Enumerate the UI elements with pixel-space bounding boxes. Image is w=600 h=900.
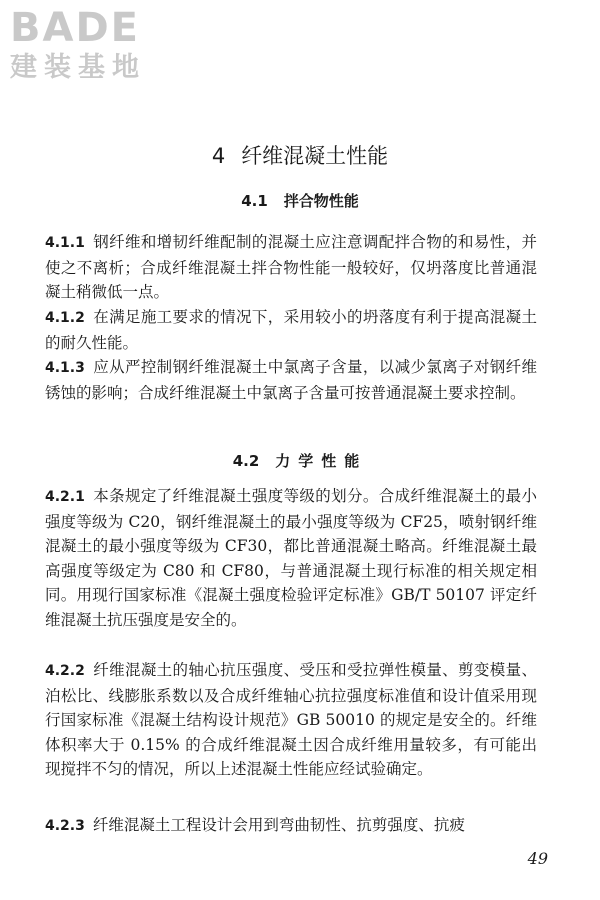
clause-4-2-2: [45, 658, 537, 782]
section-number: 4.1: [241, 192, 268, 210]
section-number: 4.2: [232, 452, 260, 470]
clause-number: 4.1.2: [45, 310, 85, 326]
clause-text: 纤维混凝土的轴心抗压强度、受压和受拉弹性模量、剪变模量、泊松比、线膨胀系数以及合成纤维轴心抗拉强度标准值和设计值采用现行国家标准《混凝土结构设计规范》GB 50010 的规定是安全的。纤维体积率大于 0.15% 的合成纤维混凝土因合成纤维用量较多，有可能出现搅拌不匀的情况，所以上述混凝土性能应经试验确定。: [45, 661, 537, 778]
logo-brand-text: BADE: [10, 5, 140, 51]
clause-4-1-1: [45, 230, 537, 305]
clause-number: 4.2.3: [45, 818, 85, 834]
clause-text: 在满足施工要求的情况下，采用较小的坍落度有利于提高混凝土的耐久性能。: [45, 308, 537, 352]
chapter-title-text: 纤维混凝土性能: [241, 144, 389, 168]
clause-number: 4.1.3: [45, 360, 85, 376]
clause-number: 4.2.1: [45, 489, 85, 505]
clause-text: 应从严控制钢纤维混凝土中氯离子含量，以减少氯离子对钢纤维锈蚀的影响；合成纤维混凝土中氯离子含量可按普通混凝土要求控制。: [45, 358, 537, 402]
clause-4-1-2: [45, 305, 537, 355]
clause-text: 本条规定了纤维混凝土强度等级的划分。合成纤维混凝土的最小强度等级为 C20，钢纤维混凝土的最小强度等级为 CF25，喷射钢纤维混凝土的最小强度等级为 CF30，都比普通混凝土略高。纤维混凝土最高强度等级定为 C80 和 CF80，与普通混凝土现行标准的相关规定相同。用现行国家标准《混凝土强度检验评定标准》GB/T 50107 评定纤维混凝土抗压强度是安全的。: [45, 487, 537, 629]
chapter-number: 4: [211, 144, 226, 168]
clause-4-1-3: [45, 355, 537, 405]
brand-logo: [10, 6, 185, 84]
section-title-text: 力学性能: [275, 452, 368, 470]
clause-4-2-1: [45, 484, 537, 632]
chapter-title: [0, 142, 600, 170]
section-heading-4-1: [0, 191, 600, 211]
clause-4-2-3: [45, 813, 537, 839]
clause-number: 4.1.1: [45, 235, 85, 251]
section-title-text: 拌合物性能: [283, 192, 359, 210]
section-heading-4-2: [0, 451, 600, 471]
clause-number: 4.2.2: [45, 663, 85, 679]
page-number: 49: [527, 849, 548, 868]
clause-text: 纤维混凝土工程设计会用到弯曲韧性、抗剪强度、抗疲: [92, 816, 465, 834]
clause-text: 钢纤维和增韧纤维配制的混凝土应注意调配拌合物的和易性，并使之不离析；合成纤维混凝土拌合物性能一般较好，仅坍落度比普通混凝土稍微低一点。: [45, 233, 537, 301]
logo-subtitle: 建装基地: [10, 52, 146, 83]
